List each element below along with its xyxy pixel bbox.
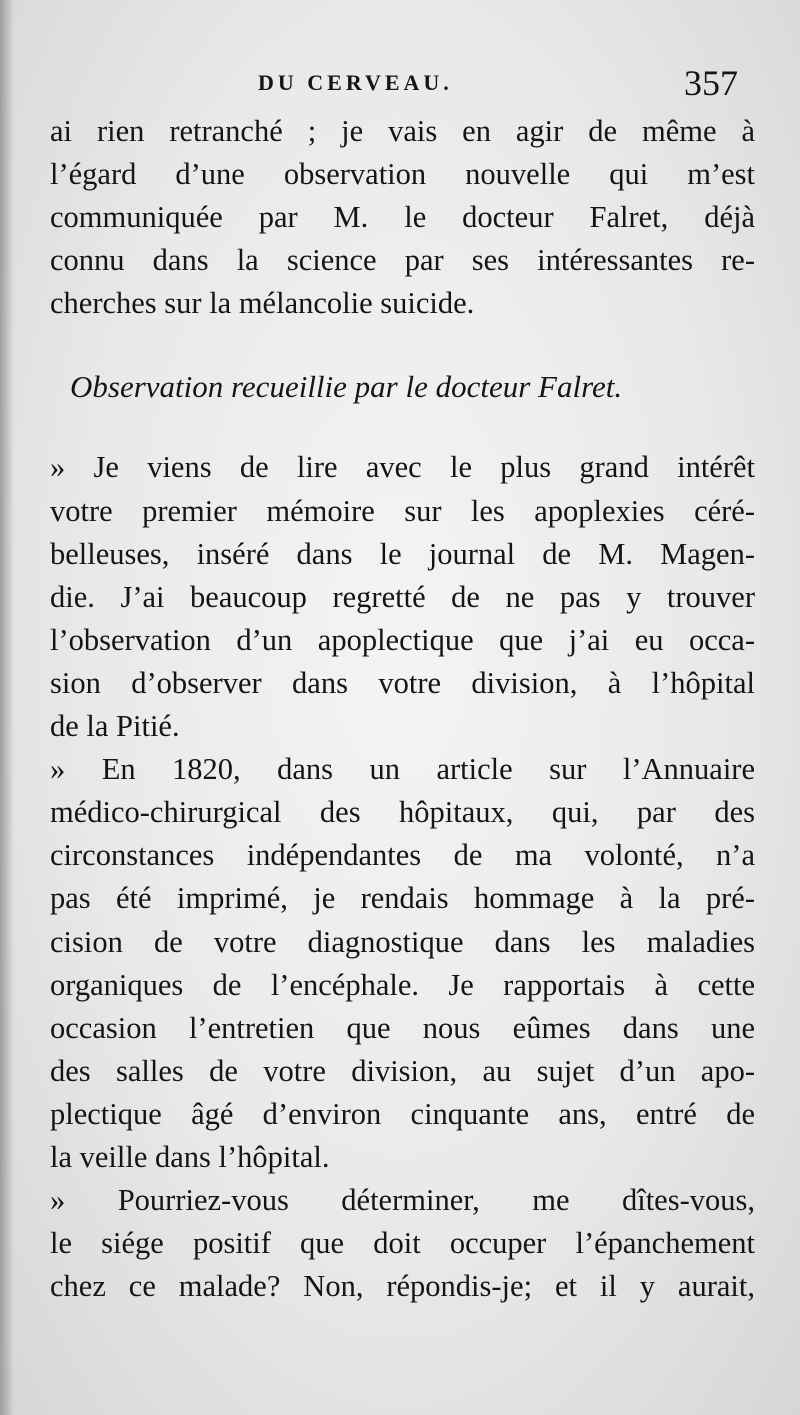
text-line: l’égard d’une observation nouvelle qui m’est [50,157,755,192]
text-line: plectique âgé d’environ cinquante ans, entré de [50,1096,755,1131]
text-line: circonstances indépendantes de ma volonté, n’a [50,838,755,873]
text-line: de la Pitié. [50,709,180,744]
section-heading: Observation recueillie par le docteur Falret. [70,369,623,405]
text-line: » Pourriez-vous déterminer, me dîtes-vous, [50,1183,755,1218]
text-line: » Je viens de lire avec le plus grand intérêt [50,450,755,485]
text-line: cision de votre diagnostique dans les maladies [50,924,755,959]
text-line: sion d’observer dans votre division, à l’hôpital [50,665,755,700]
text-line: die. J’ai beaucoup regretté de ne pas y trouver [50,579,755,614]
text-line: cherches sur la mélancolie suicide. [50,286,475,321]
intro-paragraph [50,110,755,325]
paragraph [50,446,755,748]
paragraph [50,748,755,1179]
text-line: ai rien retranché ; je vais en agir de même à [50,114,755,148]
text-line: pas été imprimé, je rendais hommage à la pré- [50,881,755,916]
text-line: organiques de l’encéphale. Je rapportais à cette [50,967,755,1002]
running-title: DU CERVEAU. [258,70,453,95]
text-line: connu dans la science par ses intéressantes re- [50,243,755,278]
text-line: chez ce malade? Non, répondis-je; et il y aurait, [50,1269,755,1304]
text-line: votre premier mémoire sur les apoplexies céré- [50,493,755,528]
text-line: l’observation d’un apoplectique que j’ai eu occa- [50,622,755,657]
paragraph [50,1179,755,1308]
running-head [0,62,800,102]
text-line: médico-chirurgical des hôpitaux, qui, par des [50,795,755,830]
text-line: la veille dans l’hôpital. [50,1139,330,1174]
text-line: le siége positif que doit occuper l’épanchement [50,1226,755,1261]
text-line: belleuses, inséré dans le journal de M. Magen- [50,536,755,571]
text-line: des salles de votre division, au sujet d’un apo- [50,1053,755,1088]
text-line: occasion l’entretien que nous eûmes dans une [50,1010,755,1045]
text-line: » En 1820, dans un article sur l’Annuaire [50,752,755,787]
text-block [50,110,755,1308]
page-number: 357 [684,63,738,103]
text-line: communiquée par M. le docteur Falret, déjà [50,200,755,235]
